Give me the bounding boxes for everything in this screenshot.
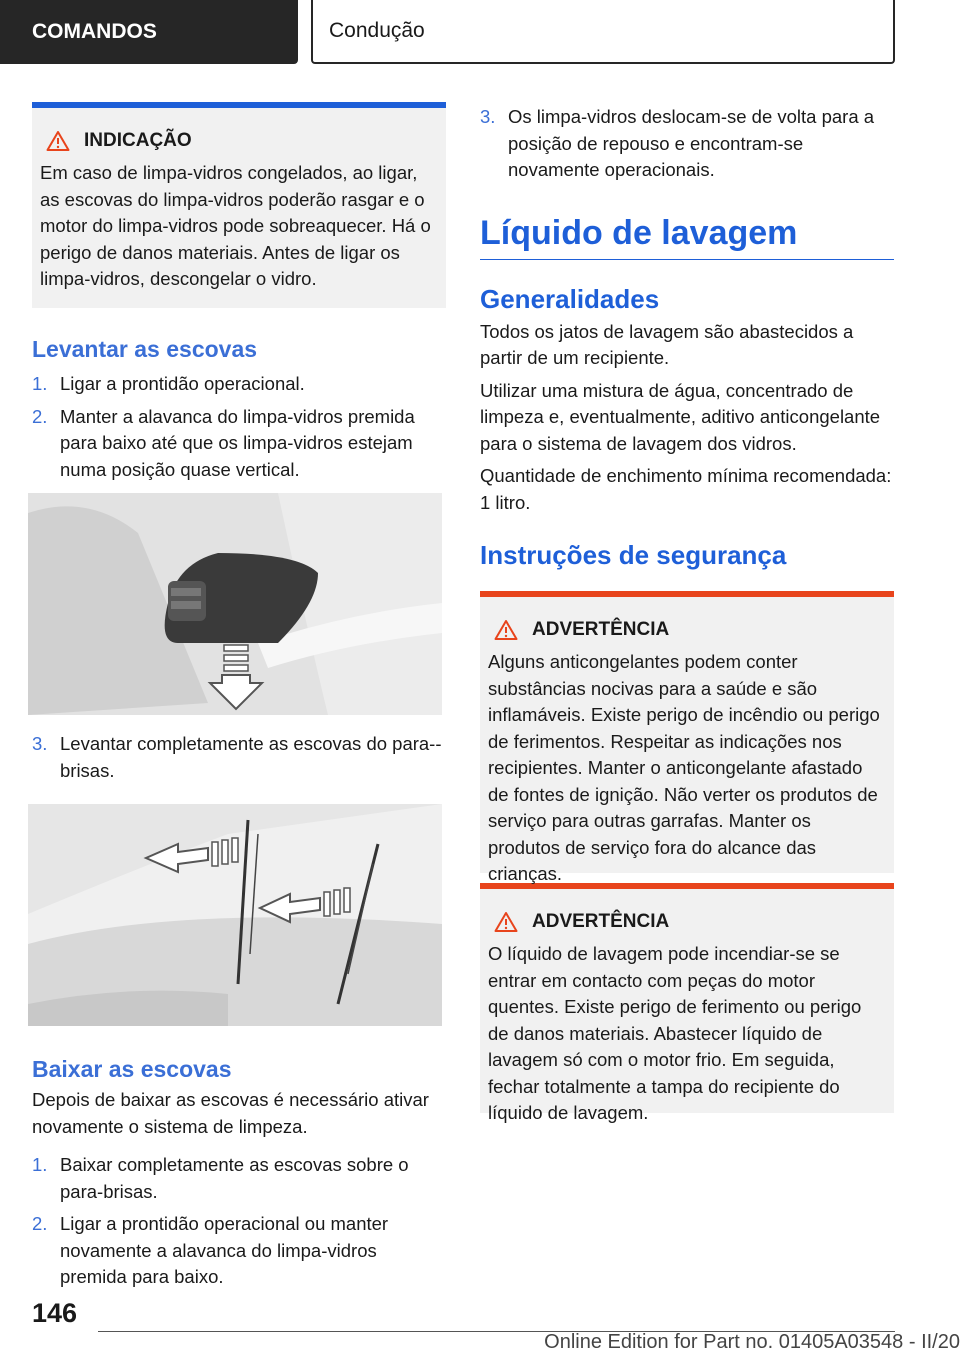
step-number: 1. (32, 1154, 48, 1175)
list-item (32, 1211, 446, 1291)
step-text: Ligar a prontidão operacional ou manter novamente a alavanca do limpa-vidros premida para baixo. (60, 1213, 389, 1287)
list-item (32, 404, 446, 484)
lower-step-3 (480, 104, 894, 184)
footer-edition: Online Edition for Part no. 01405A03548 - II/20 (544, 1331, 960, 1353)
warning-box-title (494, 619, 886, 641)
raise-step-3 (32, 731, 446, 784)
step-text: Os limpa-vidros deslocam-se de volta para a posição de repouso e encontram-se novamente operacionais. (508, 106, 875, 180)
warning-box-2 (480, 883, 894, 1123)
warning-text: O líquido de lavagem pode incendiar-se se entrar em contacto com peças do motor quentes. Existe perigo de ferimento ou perigo de danos materiais. Abastecer líquido de lavagem só com o motor frio. Em seguida, fechar totalmente a tampa do recipiente do líquido de lavagem. (488, 943, 862, 1123)
note-text: Em caso de limpa-vidros congelados, ao ligar, as escovas do limpa-vidros poderão rasgar e o motor do limpa-vidros pode sobreaquecer. Há o perigo de danos materiais. Antes de ligar os limpa-vidros, descongelar o vidro. (40, 162, 431, 289)
right-column (480, 102, 894, 1123)
general-para-1: Todos os jatos de lavagem são abastecidos a partir de um recipiente. (480, 320, 854, 368)
raise-heading: Levantar as escovas (32, 336, 258, 362)
warning-box-1 (480, 591, 894, 884)
list-item (32, 731, 446, 784)
general-para-2: Utilizar uma mistura de água, concentrado de limpeza e, eventualmente, aditivo anticongelante para o sistema de lavagem dos vidros. (480, 379, 881, 454)
section-title: COMANDOS (32, 20, 157, 43)
lower-heading: Baixar as escovas (32, 1056, 232, 1082)
main-heading: Líquido de lavagem (480, 213, 798, 252)
list-item (32, 1152, 446, 1205)
warning-title: ADVERTÊNCIA (532, 911, 670, 932)
wiper-raise-figure (28, 804, 442, 1026)
safety-heading: Instruções de segurança (480, 540, 787, 570)
chapter-title: Condução (329, 19, 425, 42)
step-text: Manter a alavanca do limpa-vidros premida para baixo até que os limpa-vidros estejam numa posição quase vertical. (60, 405, 415, 480)
step-number: 2. (32, 1213, 48, 1234)
warning-triangle-icon (494, 911, 518, 933)
step-number: 3. (480, 106, 496, 127)
step-text: Baixar completamente as escovas sobre o para-brisas. (60, 1154, 409, 1202)
general-heading: Generalidades (480, 283, 660, 314)
page-number: 146 (32, 1298, 78, 1328)
lower-intro: Depois de baixar as escovas é necessário ativar novamente o sistema de limpeza. (32, 1089, 429, 1137)
step-text: Levantar completamente as escovas do para--brisas. (60, 733, 442, 781)
list-item (32, 371, 446, 398)
warning-triangle-icon (46, 130, 70, 152)
list-item (480, 104, 894, 184)
main-heading-rule (480, 259, 894, 260)
section-tab (0, 0, 298, 64)
warning-triangle-icon (494, 619, 518, 641)
chapter-tab (311, 0, 895, 64)
step-number: 1. (32, 373, 48, 394)
raise-steps (32, 371, 446, 483)
left-column (32, 102, 446, 1297)
note-title: INDICAÇÃO (84, 130, 192, 151)
warning-title: ADVERTÊNCIA (532, 619, 670, 640)
step-text: Ligar a prontidão operacional. (60, 373, 305, 394)
warning-text: Alguns anticongelantes podem conter substâncias nocivas para a saúde e são inflamáveis. Existe perigo de incêndio ou perigo de ferimentos. Respeitar as indicações nos recipientes. Manter o anticongelante afastado de fontes de ignição. Não verter os produtos de serviço para outras garrafas. Manter os produtos de serviço fora do alcance das crianças. (488, 651, 880, 884)
wiper-lever-figure (28, 493, 442, 715)
warning-box-title (494, 911, 886, 933)
lower-steps (32, 1152, 446, 1291)
step-number: 3. (32, 733, 48, 754)
general-para-3: Quantidade de enchimento mínima recomendada: 1 litro. (480, 465, 892, 513)
note-box-title (46, 130, 438, 152)
step-number: 2. (32, 405, 48, 427)
note-box (32, 102, 446, 308)
